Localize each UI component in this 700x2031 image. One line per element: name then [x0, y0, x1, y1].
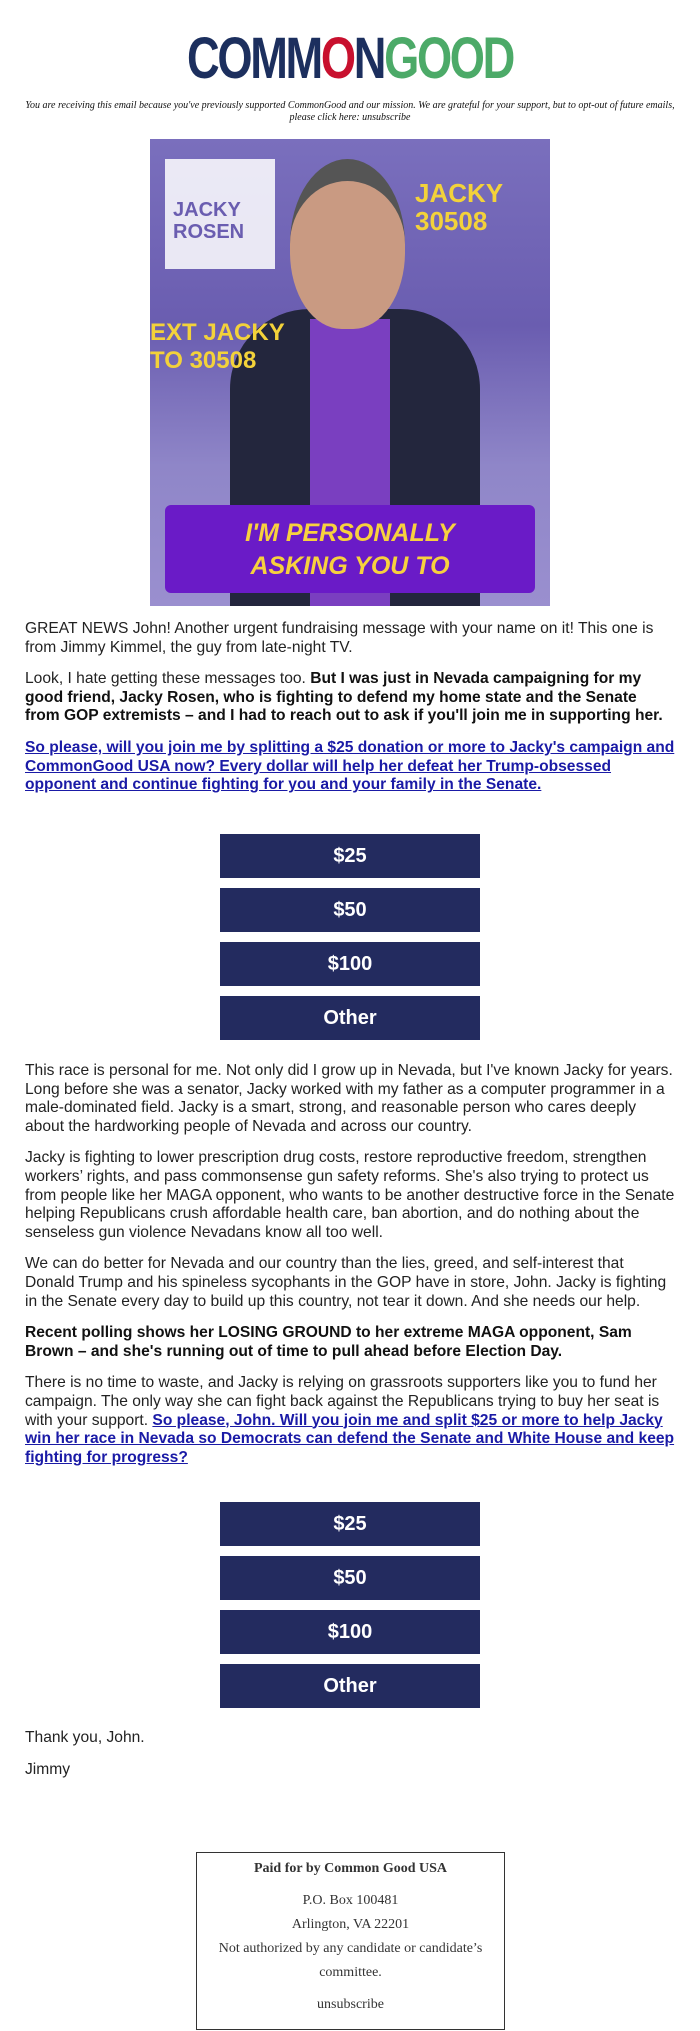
body-section [25, 1062, 675, 1480]
hero-caption: I'M PERSONALLY ASKING YOU TO [165, 505, 535, 593]
paragraph: Recent polling shows her LOSING GROUND to her extreme MAGA opponent, Sam Brown – and she's running out of time to pull ahead before Election Day. [25, 1324, 632, 1360]
hero-sign-text: JACKY 30508 [415, 178, 503, 236]
signoff-section [25, 1729, 675, 1792]
donate-25-button[interactable]: $25 [220, 1502, 480, 1546]
paid-for-by: Paid for by Common Good USA [253, 1861, 448, 1876]
paragraph: This race is personal for me. Not only did I grow up in Nevada, but I've known Jacky for years. Long before she was a senator, Jacky worked with my father as a computer programmer in a male-dominated field. Jacky is a smart, strong, and reasonable person who cares deeply about the hardworking people of Nevada and across our country. [25, 1062, 673, 1135]
footer-unsubscribe-link[interactable]: unsubscribe [317, 1997, 384, 2012]
paragraph: There is no time to waste, and Jacky is relying on grassroots supporters like you to fund her campaign. The only way she can fight back against the Republicans trying to buy her seat is with your support. So please, John. Will you join me and split $25 or more to help Jacky win her race in Nevada so Democrats can defend the Senate and White House and keep fighting for progress? [25, 1374, 675, 1466]
signature: Jimmy [25, 1760, 71, 1778]
donate-100-button[interactable]: $100 [220, 942, 480, 986]
address-line: Arlington, VA 22201 [291, 1917, 410, 1932]
hero-sign-rosen: JACKY ROSEN [165, 159, 275, 269]
donate-50-button[interactable]: $50 [220, 1556, 480, 1600]
hero-sign-text-jacky: EXT JACKY TO 30508 [150, 319, 285, 374]
disclaimer: Not authorized by any candidate or candidate’s committee. [218, 1941, 483, 1980]
paragraph: Look, I hate getting these messages too. But I was just in Nevada campaigning for my good friend, Jacky Rosen, who is fighting to defend my home state and the Senate from GOP extremists – and I had to reach out to ask if you'll join me in supporting her. [25, 670, 663, 725]
paragraph: GREAT NEWS John! Another urgent fundraising message with your name on it! This one is from Jimmy Kimmel, the guy from late-night TV. [25, 620, 654, 656]
intro-section [25, 620, 675, 808]
signoff: Thank you, John. [25, 1729, 145, 1746]
donate-link[interactable]: So please, will you join me by splitting a $25 donation or more to Jacky's campaign and CommonGood USA now? Every dollar will help her defeat her Trump-obsessed opponent and continue fighting for you and your family in the Senate. [25, 738, 675, 794]
donate-50-button[interactable]: $50 [220, 888, 480, 932]
commongood-logo: COMMONGOOD [187, 26, 513, 91]
donate-other-button[interactable]: Other [220, 996, 480, 1040]
unsubscribe-link[interactable]: unsubscribe [362, 112, 411, 123]
donate-25-button[interactable]: $25 [220, 834, 480, 878]
address-line: P.O. Box 100481 [302, 1893, 399, 1908]
paragraph: Jacky is fighting to lower prescription drug costs, restore reproductive freedom, strengthen workers’ rights, and pass commonsense gun safety reforms. She's also trying to protect us from people like her MAGA opponent, who wants to be another destructive force in the Senate helping Republicans crush affordable health care, ban abortion, and do nothing about the senseless gun violence Nevadans know all too well. [25, 1149, 675, 1241]
paragraph: We can do better for Nevada and our country than the lies, greed, and self-interest that Donald Trump and his spineless sycophants in the GOP have in store, John. Jacky is fighting in the Senate every day to build up this country, not tear it down. And she needs our help. [25, 1255, 667, 1310]
hero-image [150, 139, 550, 606]
donate-100-button[interactable]: $100 [220, 1610, 480, 1654]
donate-other-button[interactable]: Other [220, 1664, 480, 1708]
optout-notice: You are receiving this email because you've previously supported CommonGood and our mission. We are grateful for your support, but to opt-out of future emails, please click here: unsubscribe [25, 100, 675, 123]
footer-disclaimer [196, 1852, 505, 2030]
donate-link[interactable]: So please, John. Will you join me and split $25 or more to help Jacky win her race in Nevada so Democrats can defend the Senate and White House and keep fighting for progress? [25, 1411, 675, 1466]
